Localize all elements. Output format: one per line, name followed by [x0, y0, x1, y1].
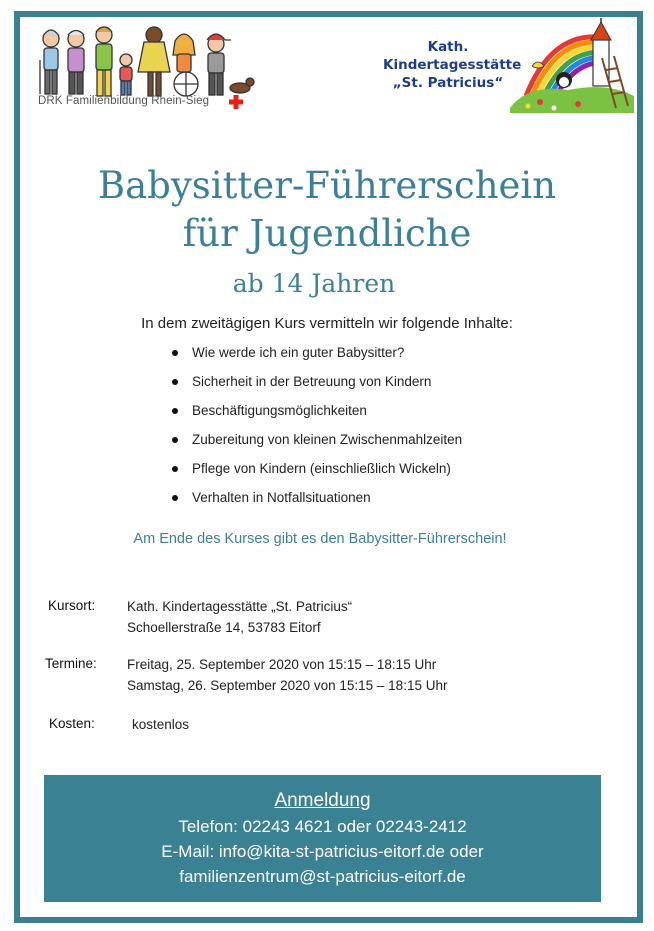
title-subtitle: ab 14 Jahren	[232, 269, 396, 298]
banner-email-line-1: E-Mail: info@kita-st-patricius-eitorf.de oder	[161, 842, 484, 861]
kita-line-2: Kindertagesstätte	[383, 57, 522, 73]
list-item: Pflege von Kindern (einschließlich Wickeln)	[172, 458, 462, 487]
kosten-value: kostenlos	[132, 717, 190, 732]
kursort-line-2: Schoellerstraße 14, 53783 Eitorf	[127, 620, 321, 635]
content-list	[172, 342, 462, 516]
termine-line-2: Samstag, 26. September 2020 von 15:15 – 18:15 Uhr	[127, 678, 448, 693]
termine-value	[127, 654, 447, 696]
list-item: Zubereitung von kleinen Zwischenmahlzeiten	[172, 429, 462, 458]
registration-banner	[44, 775, 601, 902]
kosten-label: Kosten:	[49, 716, 95, 731]
kita-logo-text	[383, 38, 522, 92]
banner-heading: Anmeldung	[274, 790, 371, 811]
kursort-value	[127, 596, 352, 638]
red-cross-icon	[228, 94, 244, 110]
title-line-2: für Jugendliche	[182, 212, 472, 255]
kita-line-1: Kath.	[427, 39, 469, 55]
kursort-line-1: Kath. Kindertagesstätte „St. Patricius“	[127, 599, 353, 614]
intro-text: In dem zweitägigen Kurs vermitteln wir folgende Inhalte:	[141, 315, 513, 332]
title-line-1: Babysitter-Führerschein	[97, 164, 557, 207]
list-item: Sicherheit in der Betreuung von Kindern	[172, 371, 462, 400]
list-item: Wie werde ich ein guter Babysitter?	[172, 342, 462, 371]
list-item: Beschäftigungsmöglichkeiten	[172, 400, 462, 429]
banner-phone: Telefon: 02243 4621 oder 02243-2412	[178, 817, 467, 836]
drk-logo-text: DRK Familienbildung Rhein-Sieg	[38, 95, 210, 107]
termine-line-1: Freitag, 25. September 2020 von 15:15 – 18:15 Uhr	[127, 657, 437, 672]
banner-email-line-2: familienzentrum@st-patricius-eitorf.de	[179, 867, 466, 886]
kursort-label: Kursort:	[48, 598, 96, 613]
highlight-text: Am Ende des Kurses gibt es den Babysitter-Führerschein!	[133, 531, 507, 547]
list-item: Verhalten in Notfallsituationen	[172, 487, 462, 516]
termine-label: Termine:	[45, 656, 97, 671]
kita-line-3: „St. Patricius“	[392, 75, 504, 91]
